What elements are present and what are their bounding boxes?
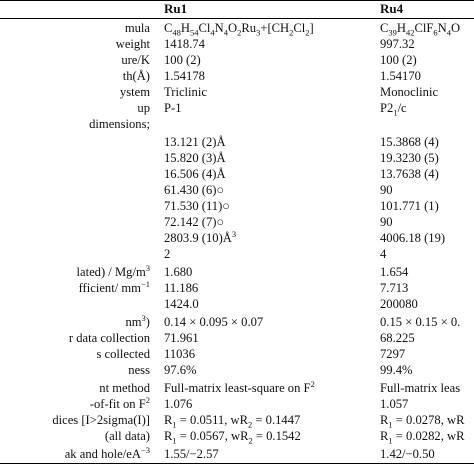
- table-row: [0, 52, 474, 68]
- table-row: [0, 36, 474, 52]
- table-row: [0, 396, 474, 412]
- table-row: [0, 20, 474, 36]
- ru1-value: 1418.74: [164, 37, 205, 51]
- row-label: mula: [124, 21, 150, 35]
- row-label: up: [137, 101, 150, 115]
- ru4-value: 0.15 × 0.15 × 0.: [380, 315, 461, 329]
- row-label-peak-hole: ak and hole/$eA^{-3}$: [64, 446, 150, 461]
- table-row: [0, 116, 474, 132]
- ru1-value: 1.55/−2.57: [164, 447, 219, 461]
- row-label: dimensions;: [89, 117, 150, 131]
- table-row: [0, 346, 474, 362]
- table-row: [0, 296, 474, 312]
- table-row: [0, 198, 474, 214]
- row-label: th(Å): [122, 69, 150, 83]
- table-row: [0, 150, 474, 166]
- table-row: [0, 362, 474, 378]
- ru4-value: 4: [380, 247, 387, 261]
- ru1-value: Triclinic: [164, 85, 207, 99]
- header-ru1: Ru1: [164, 1, 188, 16]
- ru4-value: 68.225: [380, 331, 415, 345]
- row-label-crystal-size: $nm^3$): [125, 314, 150, 329]
- ru1-value: 16.506 (4)Å: [164, 167, 226, 181]
- ru1-value: 71.530 (11)○: [164, 199, 230, 213]
- ru4-formula: $C_{39}H_{42}ClF_6N_4O$: [380, 21, 461, 38]
- ru4-value: 99.4%: [380, 363, 413, 377]
- ru1-value: 0.14 × 0.095 × 0.07: [164, 315, 264, 329]
- ru4-value: 1.654: [380, 265, 409, 279]
- row-label-absorption: fficient/ $mm^{-1}$: [78, 280, 150, 295]
- table-row: [0, 100, 474, 116]
- table-row: [0, 68, 474, 84]
- table-row: [0, 264, 474, 280]
- table-row: [0, 84, 474, 100]
- table-row: [0, 182, 474, 198]
- row-label-gof: -of-fit on $F^2$: [89, 396, 150, 411]
- ru4-value: Monoclinic: [380, 85, 439, 99]
- bottom-rule: [0, 463, 474, 464]
- ru1-value: 2: [164, 247, 171, 261]
- row-label: s collected: [96, 347, 150, 361]
- ru4-r-indices: $R_1 = 0.0278$, wR: [380, 413, 465, 430]
- table-row: [0, 214, 474, 230]
- ru1-value: 97.6%: [164, 363, 197, 377]
- row-label: weight: [115, 37, 150, 51]
- ru1-value: 15.820 (3)Å: [164, 151, 226, 165]
- ru4-value: 1.54170: [380, 69, 421, 83]
- row-label-density: lated) / $Mg/m^3$: [76, 264, 150, 279]
- ru4-value: 100 (2): [380, 53, 417, 67]
- ru1-value: 72.142 (7)○: [164, 215, 225, 229]
- header-rule: [0, 18, 474, 19]
- row-label: dices [I>2sigma(I)]: [52, 413, 150, 427]
- table-row: [0, 280, 474, 296]
- row-label: (all data): [104, 429, 150, 443]
- ru4-value: 90: [380, 183, 393, 197]
- ru4-value: 997.32: [380, 37, 415, 51]
- ru4-value: 90: [380, 215, 393, 229]
- ru4-value: 1.42/−0.50: [380, 447, 435, 461]
- header-ru4: Ru4: [380, 1, 404, 16]
- table-row: [0, 380, 474, 396]
- table-row: [0, 246, 474, 262]
- ru1-volume: 2803.9 $(10)Å^3$: [164, 228, 237, 245]
- ru1-refinement: Full-matrix least-square on $F^2$: [164, 378, 315, 395]
- table-row: [0, 230, 474, 246]
- ru1-value: P-1: [164, 101, 182, 115]
- ru4-value: 13.7638 (4): [380, 167, 439, 181]
- row-label: ystem: [119, 85, 150, 99]
- table-row: [0, 314, 474, 330]
- ru1-value: 1424.0: [164, 297, 199, 311]
- row-label: r data collection: [68, 331, 150, 345]
- ru4-value: 15.3868 (4): [380, 135, 439, 149]
- ru4-value: 101.771 (1): [380, 199, 439, 213]
- ru1-value: 11.186: [164, 281, 199, 295]
- ru4-value: 7.713: [380, 281, 409, 295]
- ru1-value: 71.961: [164, 331, 199, 345]
- ru4-value: 200080: [380, 297, 418, 311]
- ru1-value: 11036: [164, 347, 196, 361]
- ru1-value: 1.076: [164, 397, 193, 411]
- ru4-value: 1.057: [380, 397, 409, 411]
- ru4-spacegroup: $P2_1/c$: [380, 101, 407, 118]
- ru1-value: 61.430 (6)○: [164, 183, 225, 197]
- ru1-value: 13.121 (2)Å: [164, 135, 226, 149]
- ru4-value: 19.3230 (5): [380, 151, 439, 165]
- table-row: [0, 134, 474, 150]
- row-label: ness: [128, 363, 150, 377]
- ru1-value: 1.54178: [164, 69, 205, 83]
- ru4-value: Full-matrix leas: [380, 381, 461, 395]
- table-row: [0, 428, 474, 444]
- ru1-value: 100 (2): [164, 53, 201, 67]
- row-label: ure/K: [121, 53, 150, 67]
- ru1-r-indices: $R_1 = 0.0511$, $wR_2 = 0.1447$: [164, 413, 301, 430]
- ru4-value: 4006.18 (19): [380, 231, 446, 245]
- table-row: [0, 330, 474, 346]
- table-row: [0, 446, 474, 462]
- table-row: [0, 412, 474, 428]
- ru1-r-all: $R_1 = 0.0567$, $wR_2 = 0.1542$: [164, 429, 301, 446]
- table-row: [0, 166, 474, 182]
- row-label: nt method: [99, 381, 150, 395]
- ru1-value: 1.680: [164, 265, 193, 279]
- ru4-value: 7297: [380, 347, 406, 361]
- ru4-r-all: $R_1 = 0.0282$, wR: [380, 429, 465, 446]
- ru1-formula: $C_{48}H_{54}Cl_4N_4O_2Ru_3+[CH_2Cl_2]$: [164, 21, 314, 38]
